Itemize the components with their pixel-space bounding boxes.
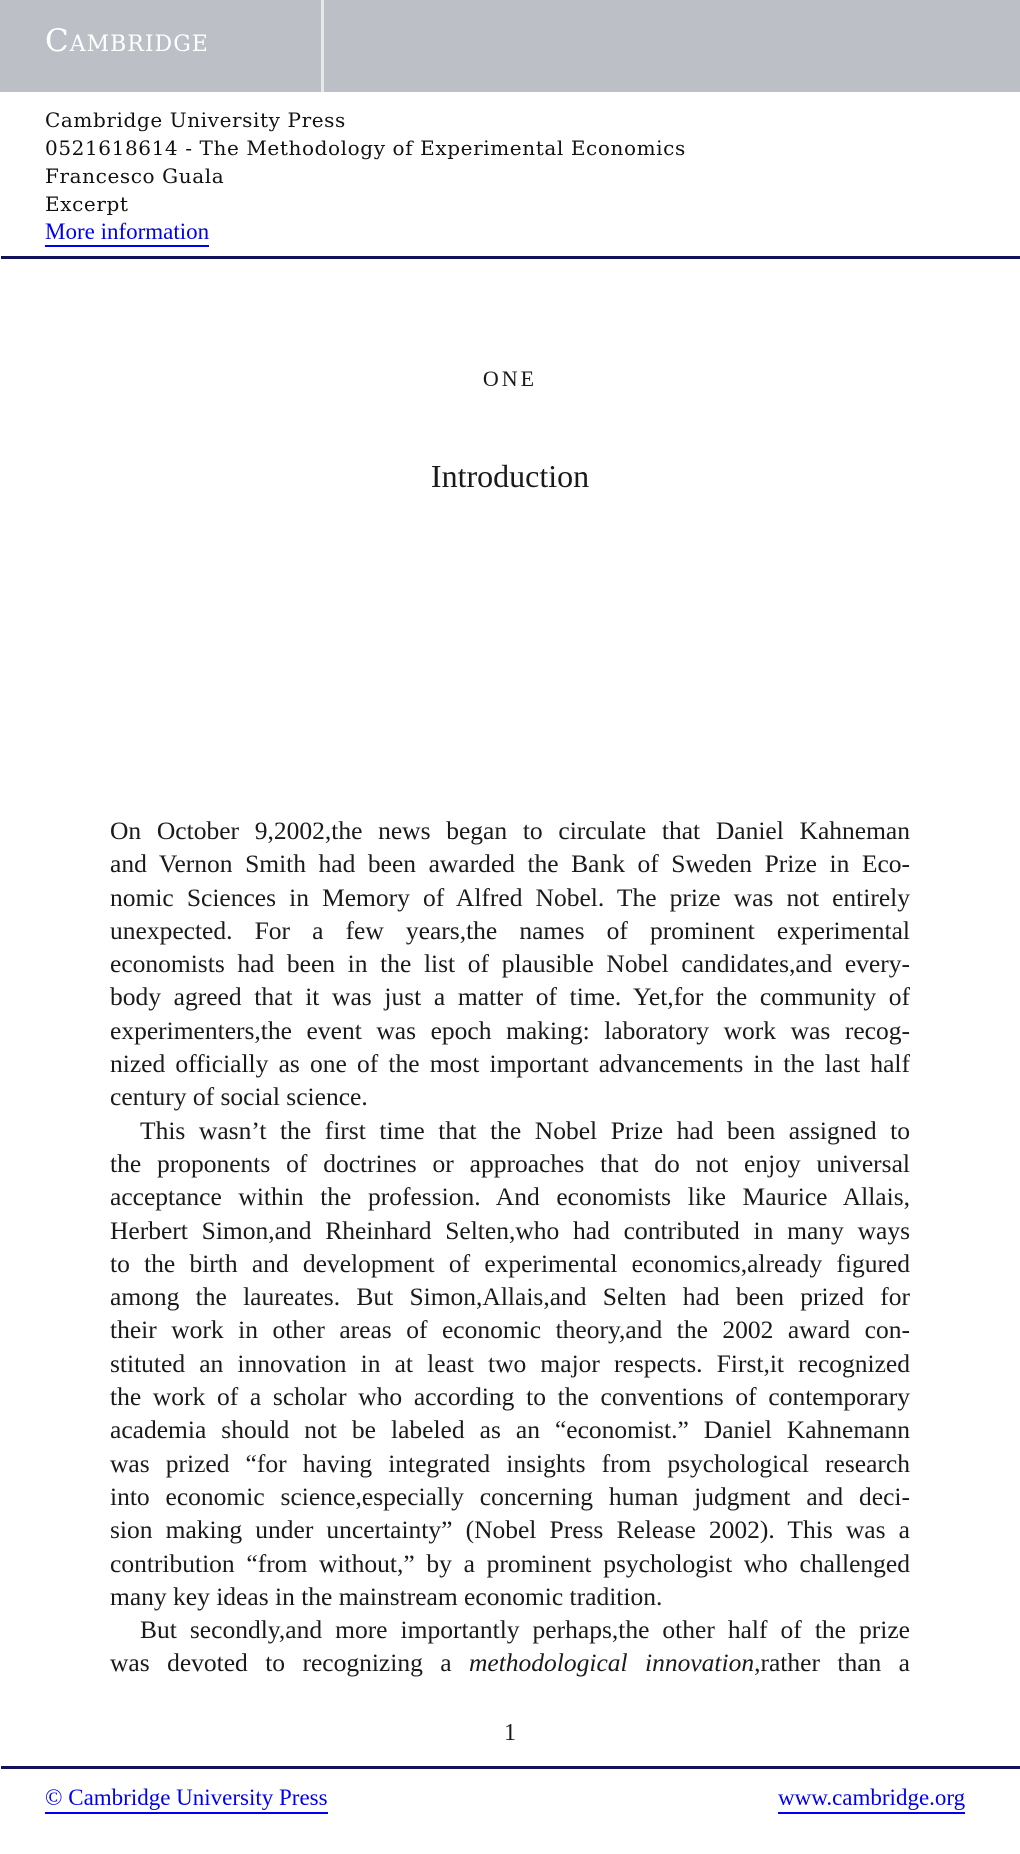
body-line: into economic science,especially concerning human judgment and deci-: [110, 1481, 910, 1511]
excerpt-label: Excerpt: [45, 192, 129, 216]
book-metadata: [45, 106, 686, 246]
body-line: and Vernon Smith had been awarded the Bank of Sweden Prize in Eco-: [110, 849, 910, 879]
body-line: to the birth and development of experimental economics,already figured: [110, 1248, 910, 1278]
header-rule: [1, 256, 1020, 259]
more-information-link[interactable]: More information: [45, 219, 209, 247]
chapter-title: Introduction: [430, 458, 590, 494]
website-link[interactable]: www.cambridge.org: [778, 1785, 965, 1814]
body-line: But secondly,and more importantly perhaps,the other half of the prize: [140, 1615, 910, 1645]
body-line: experimenters,the event was epoch making: laboratory work was recog-: [110, 1015, 910, 1045]
body-line: the proponents of doctrines or approaches that do not enjoy universal: [110, 1148, 910, 1178]
body-line: acceptance within the profession. And economists like Maurice Allais,: [110, 1182, 910, 1212]
body-line: was prized “for having integrated insights from psychological research: [110, 1448, 910, 1478]
banner-divider: [321, 0, 324, 92]
body-line: body agreed that it was just a matter of time. Yet,for the community of: [110, 982, 910, 1012]
body-line: sion making under uncertainty” (Nobel Press Release 2002). This was a: [110, 1515, 910, 1545]
italic-term: methodological innovation: [468, 1648, 755, 1678]
cambridge-logo: Cambridge: [45, 23, 209, 59]
body-line: On October 9,2002,the news began to circulate that Daniel Kahneman: [110, 816, 910, 845]
body-line: [110, 1646, 910, 1679]
body-line: among the laureates. But Simon,Allais,and Selten had been prized for: [110, 1282, 910, 1312]
page-number: 1: [504, 1720, 516, 1746]
footer-rule: [1, 1766, 1020, 1769]
body-line: nomic Sciences in Memory of Alfred Nobel. The prize was not entirely: [110, 882, 910, 912]
chapter-body: [110, 814, 910, 1680]
publisher-name: Cambridge University Press: [45, 108, 346, 132]
header-banner: [0, 0, 1020, 92]
body-line: the work of a scholar who according to the conventions of contemporary: [110, 1382, 910, 1412]
body-line: Herbert Simon,and Rheinhard Selten,who had contributed in many ways: [110, 1215, 910, 1245]
body-line: century of social science.: [110, 1082, 368, 1112]
body-line: stituted an innovation in at least two major respects. First,it recognized: [110, 1348, 910, 1378]
body-text-run: was devoted to recognizing a: [110, 1648, 469, 1678]
author-name: Francesco Guala: [45, 164, 225, 188]
body-line: contribution “from without,” by a prominent psychologist who challenged: [110, 1548, 910, 1578]
chapter-number: ONE: [482, 366, 538, 391]
body-line: economists had been in the list of plausible Nobel candidates,and every-: [110, 949, 910, 979]
body-line: This wasn’t the first time that the Nobel Prize had been assigned to: [140, 1115, 910, 1145]
body-line: their work in other areas of economic theory,and the 2002 award con-: [110, 1315, 910, 1345]
body-text-run: ,rather than a: [754, 1648, 910, 1678]
body-line: nized officially as one of the most important advancements in the last half: [110, 1049, 910, 1079]
body-line: unexpected. For a few years,the names of prominent experimental: [110, 915, 910, 945]
copyright-link[interactable]: © Cambridge University Press: [45, 1785, 328, 1814]
book-title-line: 0521618614 - The Methodology of Experimental Economics: [45, 136, 686, 160]
body-line: academia should not be labeled as an “economist.” Daniel Kahnemann: [110, 1415, 910, 1445]
logo-panel: [0, 0, 321, 92]
body-line: many key ideas in the mainstream economic tradition.: [110, 1581, 663, 1611]
